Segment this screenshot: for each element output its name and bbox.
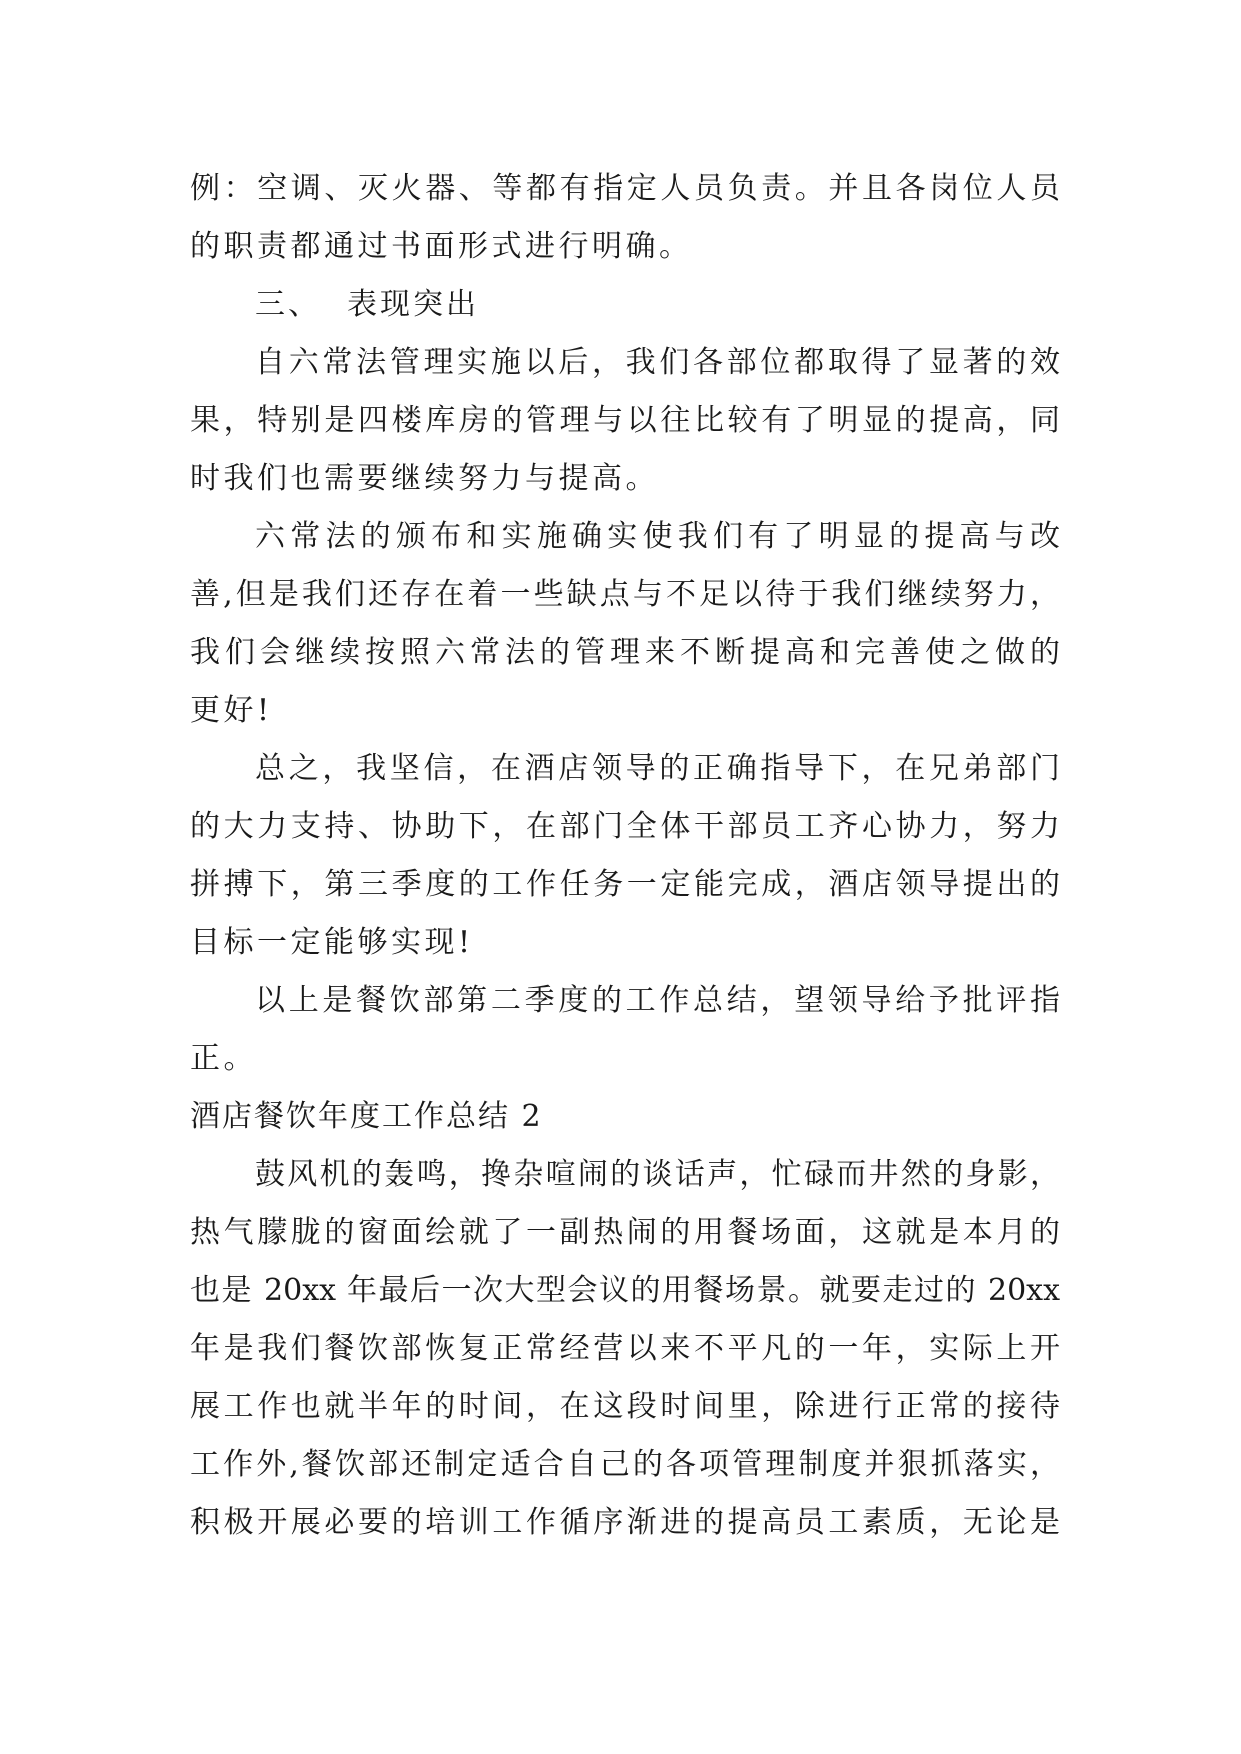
paragraph-line: 正。 [190,1041,257,1076]
paragraph-line: 总之，我坚信，在酒店领导的正确指导下，在兄弟部门 [255,751,1060,786]
paragraph-line: 积极开展必要的培训工作循序渐进的提高员工素质，无论是 [190,1505,1060,1540]
section-title: 酒店餐饮年度工作总结 2 [190,1099,543,1134]
paragraph-line: 目标一定能够实现! [190,925,474,960]
paragraph-line: 的大力支持、协助下，在部门全体干部员工齐心协力，努力 [190,809,1060,844]
paragraph-line: 我们会继续按照六常法的管理来不断提高和完善使之做的 [190,635,1060,670]
paragraph-line: 热气朦胧的窗面绘就了一副热闹的用餐场面，这就是本月的 [190,1215,1060,1250]
paragraph-line: 例：空调、灭火器、等都有指定人员负责。并且各岗位人员 [190,171,1060,206]
paragraph-line: 展工作也就半年的时间，在这段时间里，除进行正常的接待 [190,1389,1060,1424]
paragraph-line: 自六常法管理实施以后，我们各部位都取得了显著的效 [255,345,1060,380]
section-heading-text: 表现突出 [347,287,479,322]
paragraph-line: 六常法的颁布和实施确实使我们有了明显的提高与改 [255,519,1060,554]
section-heading-number: 三、 [255,287,321,322]
paragraph-line: 鼓风机的轰鸣，搀杂喧闹的谈话声，忙碌而井然的身影， [255,1157,1060,1192]
paragraph-line: 以上是餐饮部第二季度的工作总结，望领导给予批评指 [255,983,1060,1018]
paragraph-line: 也是 20xx 年最后一次大型会议的用餐场景。就要走过的 20xx [190,1273,1060,1308]
paragraph-line: 拼搏下，第三季度的工作任务一定能完成，酒店领导提出的 [190,867,1060,902]
document-body [190,160,1060,1552]
paragraph-line: 年是我们餐饮部恢复正常经营以来不平凡的一年，实际上开 [190,1331,1060,1366]
paragraph-line: 善,但是我们还存在着一些缺点与不足以待于我们继续努力， [190,577,1060,612]
paragraph-line: 的职责都通过书面形式进行明确。 [190,229,693,264]
paragraph-line: 时我们也需要继续努力与提高。 [190,461,659,496]
paragraph-line: 工作外,餐饮部还制定适合自己的各项管理制度并狠抓落实， [190,1447,1060,1482]
section-heading [190,276,1060,334]
paragraph-line: 更好! [190,693,273,728]
paragraph-line: 果，特别是四楼库房的管理与以往比较有了明显的提高，同 [190,403,1060,438]
